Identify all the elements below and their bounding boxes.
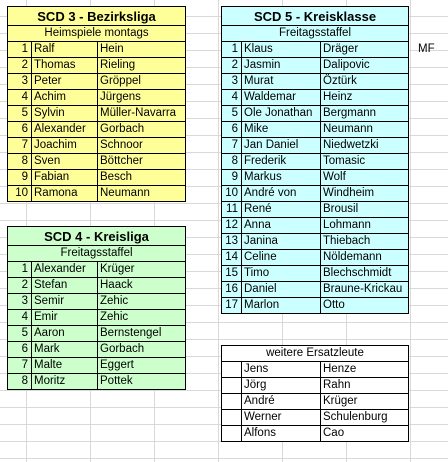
last-name-cell[interactable]: Jürgens xyxy=(98,90,186,106)
table-row xyxy=(222,282,409,298)
last-name-cell[interactable]: Eggert xyxy=(98,358,186,374)
last-name-cell[interactable]: Tomasic xyxy=(321,154,409,170)
first-name-cell[interactable]: Mark xyxy=(32,342,98,358)
last-name-cell[interactable]: Blechschmidt xyxy=(321,266,409,282)
table-row xyxy=(222,410,409,426)
first-name-cell[interactable]: René xyxy=(242,202,321,218)
last-name-cell[interactable]: Heinz xyxy=(321,90,409,106)
first-name-cell[interactable]: Ralf xyxy=(32,42,98,58)
scd4-title[interactable]: SCD 4 - Kreisliga xyxy=(8,227,186,246)
table-row xyxy=(222,58,409,74)
row-number-cell[interactable]: 3 xyxy=(222,74,242,90)
last-name-cell[interactable]: Neumann xyxy=(321,122,409,138)
table-row xyxy=(8,138,186,154)
table-row xyxy=(8,154,186,170)
last-name-cell[interactable]: Windheim xyxy=(321,186,409,202)
table-row xyxy=(8,186,186,202)
first-name-cell[interactable]: Frederik xyxy=(242,154,321,170)
last-name-cell[interactable]: Zehic xyxy=(98,294,186,310)
row-number-cell[interactable]: 1 xyxy=(222,42,242,58)
last-name-cell[interactable]: Wolf xyxy=(321,170,409,186)
table-row xyxy=(222,298,409,314)
ersatz-table xyxy=(221,345,409,442)
row-number-cell[interactable]: 6 xyxy=(8,342,32,358)
first-name-cell[interactable]: Werner xyxy=(242,410,321,426)
table-row xyxy=(8,58,186,74)
table-row xyxy=(8,106,186,122)
table-row xyxy=(8,170,186,186)
row-number-cell[interactable] xyxy=(222,394,242,410)
row-number-cell[interactable]: 1 xyxy=(8,262,32,278)
first-name-cell[interactable]: Murat xyxy=(242,74,321,90)
row-number-cell[interactable]: 12 xyxy=(222,218,242,234)
row-number-cell[interactable] xyxy=(222,426,242,442)
table-row xyxy=(222,106,409,122)
scd5-table xyxy=(221,6,409,314)
last-name-cell[interactable]: Haack xyxy=(98,278,186,294)
last-name-cell[interactable]: Henze xyxy=(321,362,409,378)
scd4-subtitle[interactable]: Freitagsstaffel xyxy=(8,246,186,262)
row-number-cell[interactable]: 4 xyxy=(8,310,32,326)
row-number-cell[interactable]: 7 xyxy=(222,138,242,154)
last-name-cell[interactable]: Thiebach xyxy=(321,234,409,250)
first-name-cell[interactable]: Janina xyxy=(242,234,321,250)
row-number-cell[interactable]: 17 xyxy=(222,298,242,314)
row-number-cell[interactable]: 7 xyxy=(8,138,32,154)
table-row xyxy=(222,266,409,282)
row-number-cell[interactable]: 6 xyxy=(222,122,242,138)
first-name-cell[interactable]: André xyxy=(242,394,321,410)
last-name-cell[interactable]: Braune-Krickau xyxy=(321,282,409,298)
first-name-cell[interactable]: Waldemar xyxy=(242,90,321,106)
table-row xyxy=(8,90,186,106)
table-row xyxy=(8,42,186,58)
first-name-cell[interactable]: Jörg xyxy=(242,378,321,394)
first-name-cell[interactable]: Stefan xyxy=(32,278,98,294)
first-name-cell[interactable]: Alfons xyxy=(242,426,321,442)
table-row xyxy=(222,138,409,154)
scd5-title[interactable]: SCD 5 - Kreisklasse xyxy=(222,7,409,26)
table-row xyxy=(222,74,409,90)
row-number-cell[interactable]: 11 xyxy=(222,202,242,218)
row-number-cell[interactable]: 6 xyxy=(8,122,32,138)
first-name-cell[interactable]: Marlon xyxy=(242,298,321,314)
last-name-cell[interactable]: Dalipovic xyxy=(321,58,409,74)
last-name-cell[interactable]: Gorbach xyxy=(98,342,186,358)
scd4-table xyxy=(7,226,186,390)
first-name-cell[interactable]: Jasmin xyxy=(242,58,321,74)
row-number-cell[interactable] xyxy=(222,378,242,394)
scd3-table xyxy=(7,6,186,202)
row-number-cell[interactable]: 13 xyxy=(222,234,242,250)
last-name-cell[interactable]: Otto xyxy=(321,298,409,314)
table-row xyxy=(222,170,409,186)
row-number-cell[interactable]: 5 xyxy=(222,106,242,122)
row-number-cell[interactable]: 15 xyxy=(222,266,242,282)
table-row xyxy=(8,342,186,358)
row-number-cell[interactable]: 14 xyxy=(222,250,242,266)
row-number-cell[interactable] xyxy=(222,362,242,378)
table-row xyxy=(8,358,186,374)
row-number-cell[interactable]: 5 xyxy=(8,326,32,342)
first-name-cell[interactable]: Mike xyxy=(242,122,321,138)
last-name-cell[interactable]: Lohmann xyxy=(321,218,409,234)
row-number-cell[interactable]: 2 xyxy=(8,58,32,74)
table-row xyxy=(8,74,186,90)
row-number-cell[interactable]: 9 xyxy=(8,170,32,186)
first-name-cell[interactable]: Moritz xyxy=(32,374,98,390)
row-number-cell[interactable]: 4 xyxy=(222,90,242,106)
table-row xyxy=(8,374,186,390)
table-row xyxy=(8,122,186,138)
row-number-cell[interactable]: 8 xyxy=(8,374,32,390)
last-name-cell[interactable]: Nöldemann xyxy=(321,250,409,266)
last-name-cell[interactable]: Pottek xyxy=(98,374,186,390)
last-name-cell[interactable]: Gröppel xyxy=(98,74,186,90)
first-name-cell[interactable]: Markus xyxy=(242,170,321,186)
table-row xyxy=(222,426,409,442)
first-name-cell[interactable]: Semir xyxy=(32,294,98,310)
row-number-cell[interactable]: 3 xyxy=(8,74,32,90)
first-name-cell[interactable]: Timo xyxy=(242,266,321,282)
last-name-cell[interactable]: Niedwetzki xyxy=(321,138,409,154)
first-name-cell[interactable]: Alexander xyxy=(32,262,98,278)
ersatz-title[interactable]: weitere Ersatzleute xyxy=(222,346,409,362)
table-row xyxy=(222,122,409,138)
first-name-cell[interactable]: Fabian xyxy=(32,170,98,186)
last-name-cell[interactable]: Schnoor xyxy=(98,138,186,154)
table-row xyxy=(222,154,409,170)
first-name-cell[interactable]: Alexander xyxy=(32,122,98,138)
scd3-title[interactable]: SCD 3 - Bezirksliga xyxy=(8,7,186,26)
last-name-cell[interactable]: Gorbach xyxy=(98,122,186,138)
scd5-subtitle[interactable]: Freitagsstaffel xyxy=(222,26,409,42)
row-number-cell[interactable]: 1 xyxy=(8,42,32,58)
first-name-cell[interactable]: Malte xyxy=(32,358,98,374)
scd3-subtitle[interactable]: Heimspiele montags xyxy=(8,26,186,42)
last-name-cell[interactable]: Brousil xyxy=(321,202,409,218)
last-name-cell[interactable]: Müller-Navarra xyxy=(98,106,186,122)
table-row xyxy=(222,250,409,266)
row-number-cell[interactable]: 2 xyxy=(8,278,32,294)
table-row xyxy=(222,234,409,250)
row-number-cell[interactable] xyxy=(222,410,242,426)
last-name-cell[interactable]: Zehic xyxy=(98,310,186,326)
table-row xyxy=(222,202,409,218)
table-row xyxy=(8,326,186,342)
first-name-cell[interactable]: Ole Jonathan xyxy=(242,106,321,122)
row-number-cell[interactable]: 3 xyxy=(8,294,32,310)
row-number-cell[interactable]: 8 xyxy=(222,154,242,170)
mf-label[interactable]: MF xyxy=(418,43,435,55)
last-name-cell[interactable]: Rahn xyxy=(321,378,409,394)
table-row xyxy=(8,310,186,326)
table-row xyxy=(222,378,409,394)
table-row xyxy=(222,362,409,378)
row-number-cell[interactable]: 8 xyxy=(8,154,32,170)
first-name-cell[interactable]: André von xyxy=(242,186,321,202)
last-name-cell[interactable]: Besch xyxy=(98,170,186,186)
last-name-cell[interactable]: Schulenburg xyxy=(321,410,409,426)
last-name-cell[interactable]: Öztürk xyxy=(321,74,409,90)
first-name-cell[interactable]: Sylvin xyxy=(32,106,98,122)
first-name-cell[interactable]: Peter xyxy=(32,74,98,90)
table-row xyxy=(222,42,409,58)
first-name-cell[interactable]: Aaron xyxy=(32,326,98,342)
first-name-cell[interactable]: Thomas xyxy=(32,58,98,74)
first-name-cell[interactable]: Achim xyxy=(32,90,98,106)
table-row xyxy=(8,262,186,278)
first-name-cell[interactable]: Anna xyxy=(242,218,321,234)
row-number-cell[interactable]: 4 xyxy=(8,90,32,106)
first-name-cell[interactable]: Joachim xyxy=(32,138,98,154)
last-name-cell[interactable]: Dräger xyxy=(321,42,409,58)
last-name-cell[interactable]: Bernstengel xyxy=(98,326,186,342)
table-row xyxy=(222,90,409,106)
last-name-cell[interactable]: Rieling xyxy=(98,58,186,74)
row-number-cell[interactable]: 10 xyxy=(8,186,32,202)
last-name-cell[interactable]: Krüger xyxy=(321,394,409,410)
row-number-cell[interactable]: 10 xyxy=(222,186,242,202)
row-number-cell[interactable]: 7 xyxy=(8,358,32,374)
first-name-cell[interactable]: Jan Daniel xyxy=(242,138,321,154)
first-name-cell[interactable]: Celine xyxy=(242,250,321,266)
first-name-cell[interactable]: Emir xyxy=(32,310,98,326)
table-row xyxy=(8,294,186,310)
first-name-cell[interactable]: Ramona xyxy=(32,186,98,202)
first-name-cell[interactable]: Sven xyxy=(32,154,98,170)
last-name-cell[interactable]: Neumann xyxy=(98,186,186,202)
row-number-cell[interactable]: 16 xyxy=(222,282,242,298)
last-name-cell[interactable]: Krüger xyxy=(98,262,186,278)
row-number-cell[interactable]: 2 xyxy=(222,58,242,74)
first-name-cell[interactable]: Daniel xyxy=(242,282,321,298)
row-number-cell[interactable]: 9 xyxy=(222,170,242,186)
last-name-cell[interactable]: Hein xyxy=(98,42,186,58)
table-row xyxy=(222,186,409,202)
first-name-cell[interactable]: Klaus xyxy=(242,42,321,58)
last-name-cell[interactable]: Cao xyxy=(321,426,409,442)
first-name-cell[interactable]: Jens xyxy=(242,362,321,378)
last-name-cell[interactable]: Bergmann xyxy=(321,106,409,122)
row-number-cell[interactable]: 5 xyxy=(8,106,32,122)
last-name-cell[interactable]: Böttcher xyxy=(98,154,186,170)
table-row xyxy=(8,278,186,294)
table-row xyxy=(222,394,409,410)
table-row xyxy=(222,218,409,234)
